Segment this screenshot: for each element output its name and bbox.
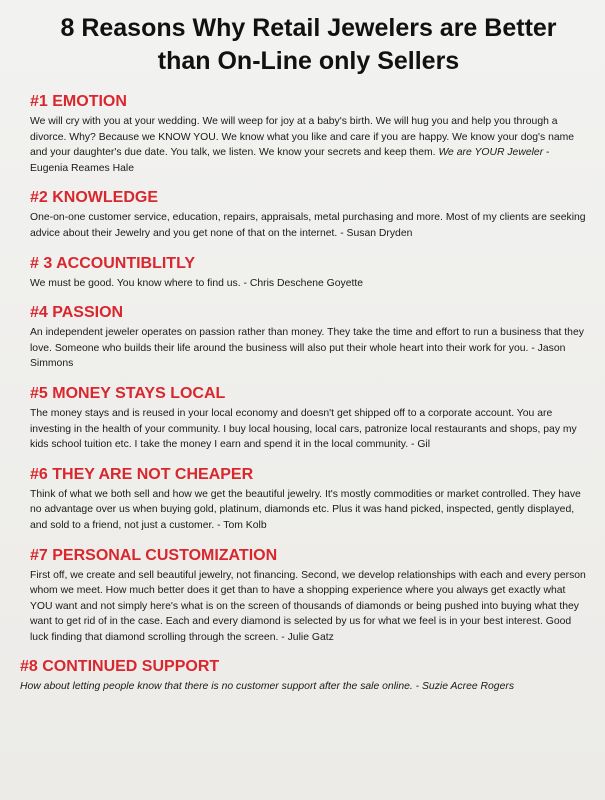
section-body: First off, we create and sell beautiful jewelry, not financing. Second, we develop relationships with each and every person whom we meet. How much better does it get than to have a shopping experience where you always get exactly what YOU want and not simply here's what is on the screen of thousands of diamonds or being pushed into buying what they want to get rid of in the case. Each and every diamond is selected by us for what we feel is in your best interest. Good luck finding that diamond scrolling through the screen. - Julie Gatz: [30, 569, 586, 643]
title-line-1: 8 Reasons Why Retail Jewelers are Better: [60, 14, 557, 42]
quote-author: - Eugenia Reames Hale: [30, 147, 550, 174]
section-passion: [30, 303, 587, 372]
section-heading: #7 PERSONAL CUSTOMIZATION: [30, 546, 278, 564]
section-not-cheaper: [30, 465, 587, 534]
section-text: We will cry with you at your wedding. We will weep for joy at a baby's birth. We will hug you and help you through a divorce. Why? Because we KNOW YOU. We know what you like and care if you are happy. We know your dog's name and your daughter's due date. You talk, we listen. We know your secrets and keep them.: [30, 116, 575, 159]
section-heading: #2 KNOWLEDGE: [30, 189, 159, 207]
section-text: How about letting people know that there is no customer support after the sale online. - Suzie Acree Rogers: [20, 681, 515, 693]
section-heading: #6 THEY ARE NOT CHEAPER: [30, 465, 254, 483]
section-money-stays-local: [30, 384, 587, 453]
section-body: Think of what we both sell and how we get the beautiful jewelry. It's mostly commodities or market controlled. They have no advantage over us when buying gold, platinum, diamonds etc. Plus it was hand picked, inspected, gently displayed, and sold to a friend, not just a customer. - Tom Kolb: [30, 488, 581, 531]
section-continued-support: [20, 657, 587, 695]
section-accountability: [30, 254, 587, 292]
title-line-2: than On-Line only Sellers: [157, 47, 460, 75]
section-emotion: [30, 92, 587, 176]
section-body: One-on-one customer service, education, repairs, appraisals, metal purchasing and more. Most of my clients are seeking advice about their Jewelry and you get none of that on the internet. - Susan Dryden: [30, 212, 586, 239]
section-heading: #8 CONTINUED SUPPORT: [20, 658, 220, 676]
section-body: The money stays and is reused in your local economy and doesn't get shipped off to a corporate account. You are investing in the health of your community. I buy local housing, local cars, patronize local restaurants and shops, pay my kids school tuition etc. I take the money I earn and spend it in the local community. - Gil: [30, 407, 577, 451]
section-personal-customization: [30, 546, 587, 646]
section-body: An independent jeweler operates on passion rather than money. They take the time and effort to run a business that they love. Someone who builds their life around the business will also put their whole heart into their work for you. - Jason Simmons: [30, 327, 584, 370]
section-body: [20, 679, 587, 695]
section-body: [30, 114, 587, 176]
section-heading: #1 EMOTION: [30, 93, 127, 110]
section-heading: # 3 ACCOUNTIBLITLY: [30, 254, 196, 272]
italic-tagline: We are YOUR Jeweler: [438, 147, 544, 159]
section-body: We must be good. You know where to find us. - Chris Deschene Goyette: [30, 277, 364, 289]
section-heading: #4 PASSION: [30, 304, 124, 322]
section-knowledge: [30, 188, 587, 241]
section-heading: #5 MONEY STAYS LOCAL: [30, 384, 226, 402]
page-title: [30, 12, 587, 78]
